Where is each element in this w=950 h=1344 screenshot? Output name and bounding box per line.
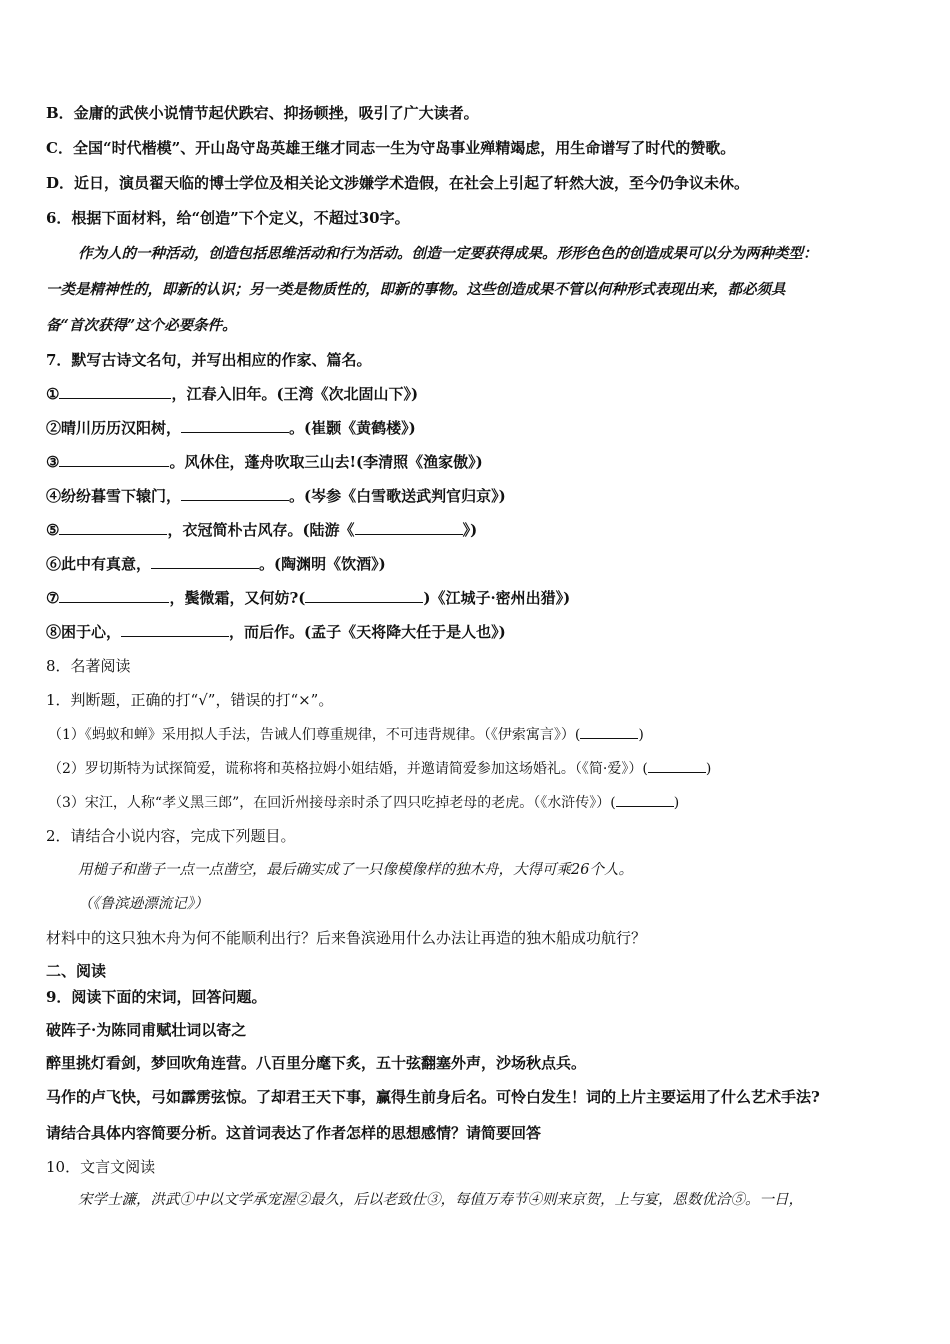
q10-passage: 宋学士濂，洪武①中以文学承宠渥②最久，后以老致仕③，每值万寿节④则来京贺，上与宴，恩数优洽⑤。一日， bbox=[78, 1192, 803, 1208]
q7-item-2-prefix: ②晴川历历汉阳树， bbox=[46, 419, 182, 437]
q7-item-6-suffix: 。(陶渊明《饮酒》) bbox=[259, 555, 386, 573]
q7-item-2 bbox=[46, 418, 416, 438]
q7-item-5-prefix: ⑤ bbox=[46, 521, 60, 539]
poem-line-1: 醉里挑灯看剑，梦回吹角连营。八百里分麾下炙，五十弦翻塞外声，沙场秋点兵。 bbox=[46, 1054, 587, 1072]
q7-item-6-prefix: ⑥此中有真意， bbox=[46, 555, 152, 573]
q8-stem: 8．名著阅读 bbox=[46, 657, 131, 675]
poem-title: 破阵子·为陈同甫赋壮词以寄之 bbox=[46, 1021, 247, 1039]
q7-item-7-prefix: ⑦ bbox=[46, 589, 60, 607]
answer-blank[interactable] bbox=[616, 792, 674, 807]
q7-item-1 bbox=[46, 384, 418, 404]
answer-blank[interactable] bbox=[151, 554, 259, 569]
q7-item-3-suffix: 。风休住，蓬舟吹取三山去!(李清照《渔家傲》) bbox=[169, 453, 483, 471]
answer-blank[interactable] bbox=[121, 622, 229, 637]
q5-option-d: D．近日，演员翟天临的博士学位及相关论文涉嫌学术造假，在社会上引起了轩然大波，至今仍争议未休。 bbox=[46, 174, 750, 192]
q8-question: 材料中的这只独木舟为何不能顺利出行？后来鲁滨逊用什么办法让再造的独木船成功航行？ bbox=[46, 929, 647, 947]
q8-judge-1 bbox=[48, 724, 644, 745]
answer-blank[interactable] bbox=[181, 418, 289, 433]
q7-item-1-suffix: ，江春入旧年。(王湾《次北固山下》) bbox=[171, 385, 419, 403]
q8-judge-2-text: （2）罗切斯特为试探简爱，谎称将和英格拉姆小姐结婚，并邀请简爱参加这场婚礼。（《简·爱》）( bbox=[48, 761, 648, 777]
answer-blank[interactable] bbox=[355, 520, 463, 535]
q8-part2-stem: 2．请结合小说内容，完成下列题目。 bbox=[46, 827, 296, 845]
q7-item-8-suffix: ，而后作。(孟子《天将降大任于是人也》) bbox=[229, 623, 506, 641]
q8-judge-3 bbox=[48, 792, 679, 813]
answer-blank[interactable] bbox=[648, 758, 706, 773]
q8-judge-1-text: （1）《蚂蚁和蝉》采用拟人手法，告诫人们尊重规律，不可违背规律。（《伊索寓言》）( bbox=[48, 727, 581, 743]
q7-item-2-suffix: 。(崔颢《黄鹤楼》) bbox=[289, 419, 416, 437]
q7-item-5 bbox=[46, 520, 477, 540]
q7-item-7-middle: ，鬓微霜，又何妨?( bbox=[169, 589, 306, 607]
q6-material-line-3: 备“首次获得”这个必要条件。 bbox=[46, 317, 237, 334]
section-heading: 二、阅读 bbox=[46, 962, 107, 980]
q7-item-3-prefix: ③ bbox=[46, 453, 60, 471]
q9-question: 请结合具体内容简要分析。这首词表达了作者怎样的思想感情？请简要回答 bbox=[46, 1124, 542, 1142]
answer-blank[interactable] bbox=[59, 588, 169, 603]
q6-material-line-1: 作为人的一种活动，创造包括思维活动和行为活动。创造一定要获得成果。形形色色的创造成果可以分为两种类型： bbox=[78, 245, 818, 262]
answer-blank[interactable] bbox=[59, 452, 169, 467]
q5-option-c: C．全国“时代楷模”、开山岛守岛英雄王继才同志一生为守岛事业殚精竭虑，用生命谱写了时代的赞歌。 bbox=[46, 139, 736, 157]
q9-stem: 9．阅读下面的宋词，回答问题。 bbox=[46, 988, 267, 1006]
answer-blank[interactable] bbox=[59, 520, 167, 535]
answer-blank[interactable] bbox=[305, 588, 423, 603]
poem-line-2: 马作的卢飞快，弓如霹雳弦惊。了却君王天下事，赢得生前身后名。可怜白发生！词的上片主要运用了什么艺术手法? bbox=[46, 1088, 820, 1106]
q7-stem: 7．默写古诗文名句，并写出相应的作家、篇名。 bbox=[46, 351, 372, 369]
q7-item-3 bbox=[46, 452, 483, 472]
q5-option-b: B．金庸的武侠小说情节起伏跌宕、抑扬顿挫，吸引了广大读者。 bbox=[46, 104, 479, 122]
q6-material-line-2: 一类是精神性的，即新的认识；另一类是物质性的，即新的事物。这些创造成果不管以何种形式表现出来，都必须具 bbox=[46, 281, 786, 298]
answer-blank[interactable] bbox=[580, 724, 638, 739]
q8-part1-stem: 1．判断题，正确的打“√”，错误的打“×”。 bbox=[46, 691, 334, 709]
q7-item-4-suffix: 。(岑参《白雪歌送武判官归京》) bbox=[289, 487, 506, 505]
q7-item-8 bbox=[46, 622, 506, 642]
q7-item-4 bbox=[46, 486, 506, 506]
q8-judge-2-close: ) bbox=[705, 761, 712, 777]
q7-item-1-prefix: ① bbox=[46, 385, 60, 403]
q8-judge-2 bbox=[48, 758, 711, 779]
q7-item-7-suffix: )《江城子·密州出猎》) bbox=[423, 589, 571, 607]
q10-stem: 10．文言文阅读 bbox=[46, 1158, 156, 1176]
q8-judge-3-close: ) bbox=[673, 795, 680, 811]
answer-blank[interactable] bbox=[59, 384, 171, 399]
q8-excerpt-source: （《鲁滨逊漂流记》） bbox=[78, 896, 209, 912]
q8-excerpt: 用槌子和凿子一点一点凿空，最后确实成了一只像模像样的独木舟，大得可乘26个人。 bbox=[78, 862, 633, 878]
q7-item-4-prefix: ④纷纷暮雪下辕门， bbox=[46, 487, 182, 505]
q7-item-5-suffix: 》) bbox=[462, 521, 478, 539]
q7-item-5-middle: ，衣冠简朴古风存。(陆游《 bbox=[167, 521, 355, 539]
q7-item-7 bbox=[46, 588, 570, 608]
q7-item-6 bbox=[46, 554, 386, 574]
q8-judge-1-close: ) bbox=[638, 727, 644, 743]
q8-judge-3-text: （3）宋江，人称“孝义黑三郎”，在回沂州接母亲时杀了四只吃掉老母的老虎。（《水浒传》）( bbox=[48, 795, 616, 811]
q7-item-8-prefix: ⑧困于心， bbox=[46, 623, 122, 641]
q6-stem: 6．根据下面材料，给“创造”下个定义，不超过30字。 bbox=[46, 209, 410, 227]
answer-blank[interactable] bbox=[181, 486, 289, 501]
